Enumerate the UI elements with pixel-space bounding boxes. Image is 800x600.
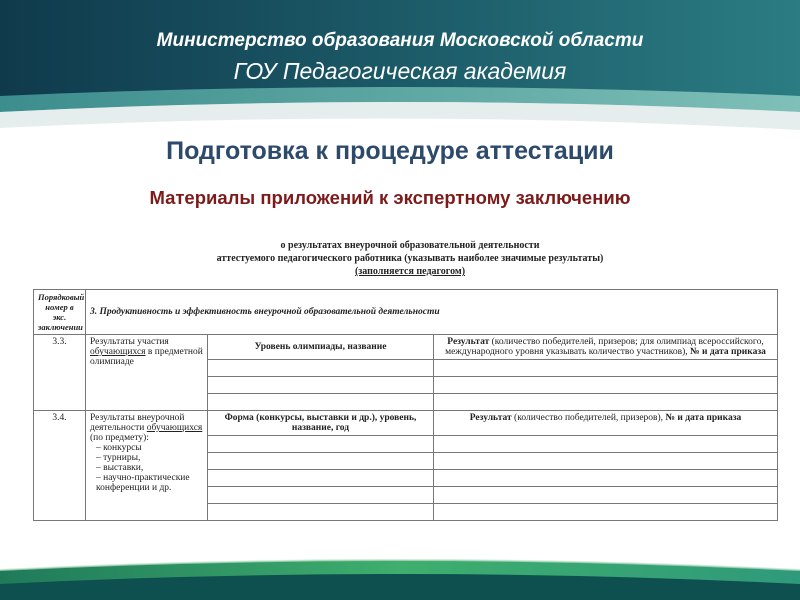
doc-heading-3: (заполняется педагогом): [354, 266, 466, 277]
empty-cell: [434, 487, 778, 504]
row-description-suffix: в предметной олимпиаде: [90, 347, 203, 367]
row-description-suffix: (по предмету):: [90, 433, 149, 443]
empty-cell: [434, 377, 778, 394]
empty-cell: [208, 487, 434, 504]
column-b-bold: Результат: [447, 337, 490, 347]
row-description: [86, 411, 208, 521]
empty-cell: [434, 360, 778, 377]
row-description: [86, 335, 208, 411]
list-item: – конкурсы: [90, 443, 203, 453]
empty-cell: [208, 470, 434, 487]
academy-title: ГОУ Педагогическая академия: [233, 58, 567, 84]
row-description-underlined: обучающихся: [146, 423, 203, 433]
empty-cell: [434, 504, 778, 521]
footer-wave: [0, 540, 800, 600]
column-b-text: (количество победителей, призеров; для олимпиад всероссийского, международного уровня указывать количество участников),: [445, 337, 764, 357]
empty-cell: [434, 453, 778, 470]
doc-heading-2: аттестуемого педагогического работника (указывать наиболее значимые результаты): [216, 253, 604, 264]
row-number: 3.3.: [34, 335, 86, 411]
row-description-underlined: обучающихся: [90, 347, 146, 357]
slide-subtitle: Материалы приложений к экспертному заключению: [149, 187, 631, 208]
column-a-header: Уровень олимпиады, название: [208, 335, 434, 360]
column-a-header: Форма (конкурсы, выставки и др.), уровень, название, год: [208, 411, 434, 436]
column-b-header: [434, 411, 778, 436]
column-b-tail: № и дата приказа: [690, 347, 766, 357]
column-b-bold: Результат: [469, 413, 512, 423]
doc-heading-1: о результатах внеурочной образовательной деятельности: [280, 240, 540, 251]
table-row: [34, 335, 778, 360]
row-number: 3.4.: [34, 411, 86, 521]
column-b-tail: № и дата приказа: [665, 413, 742, 423]
empty-cell: [434, 470, 778, 487]
appendix-table: [33, 289, 778, 521]
empty-cell: [208, 394, 434, 411]
list-item: – научно-практические конференции и др.: [90, 473, 203, 493]
table-row: [34, 411, 778, 436]
slide-title: Подготовка к процедуре аттестации: [166, 137, 614, 165]
empty-cell: [434, 394, 778, 411]
row-description-text: Результаты внеурочной деятельности: [90, 413, 185, 433]
empty-cell: [208, 504, 434, 521]
row-description-text: Результаты участия: [90, 337, 169, 347]
empty-cell: [208, 377, 434, 394]
column-header-number: Порядковый номер в экс. заключении: [34, 290, 86, 335]
list-item: – выставки,: [90, 463, 203, 473]
empty-cell: [208, 436, 434, 453]
empty-cell: [208, 360, 434, 377]
empty-cell: [434, 436, 778, 453]
column-b-text: (количество победителей, призеров),: [514, 413, 664, 423]
activity-list: [90, 443, 203, 493]
ministry-title: Министерство образования Московской области: [156, 30, 644, 51]
column-b-header: [434, 335, 778, 360]
list-item: – турниры,: [90, 453, 203, 463]
section-title: 3. Продуктивность и эффективность внеурочной образовательной деятельности: [86, 290, 778, 335]
empty-cell: [208, 453, 434, 470]
table-header-row: [34, 290, 778, 335]
